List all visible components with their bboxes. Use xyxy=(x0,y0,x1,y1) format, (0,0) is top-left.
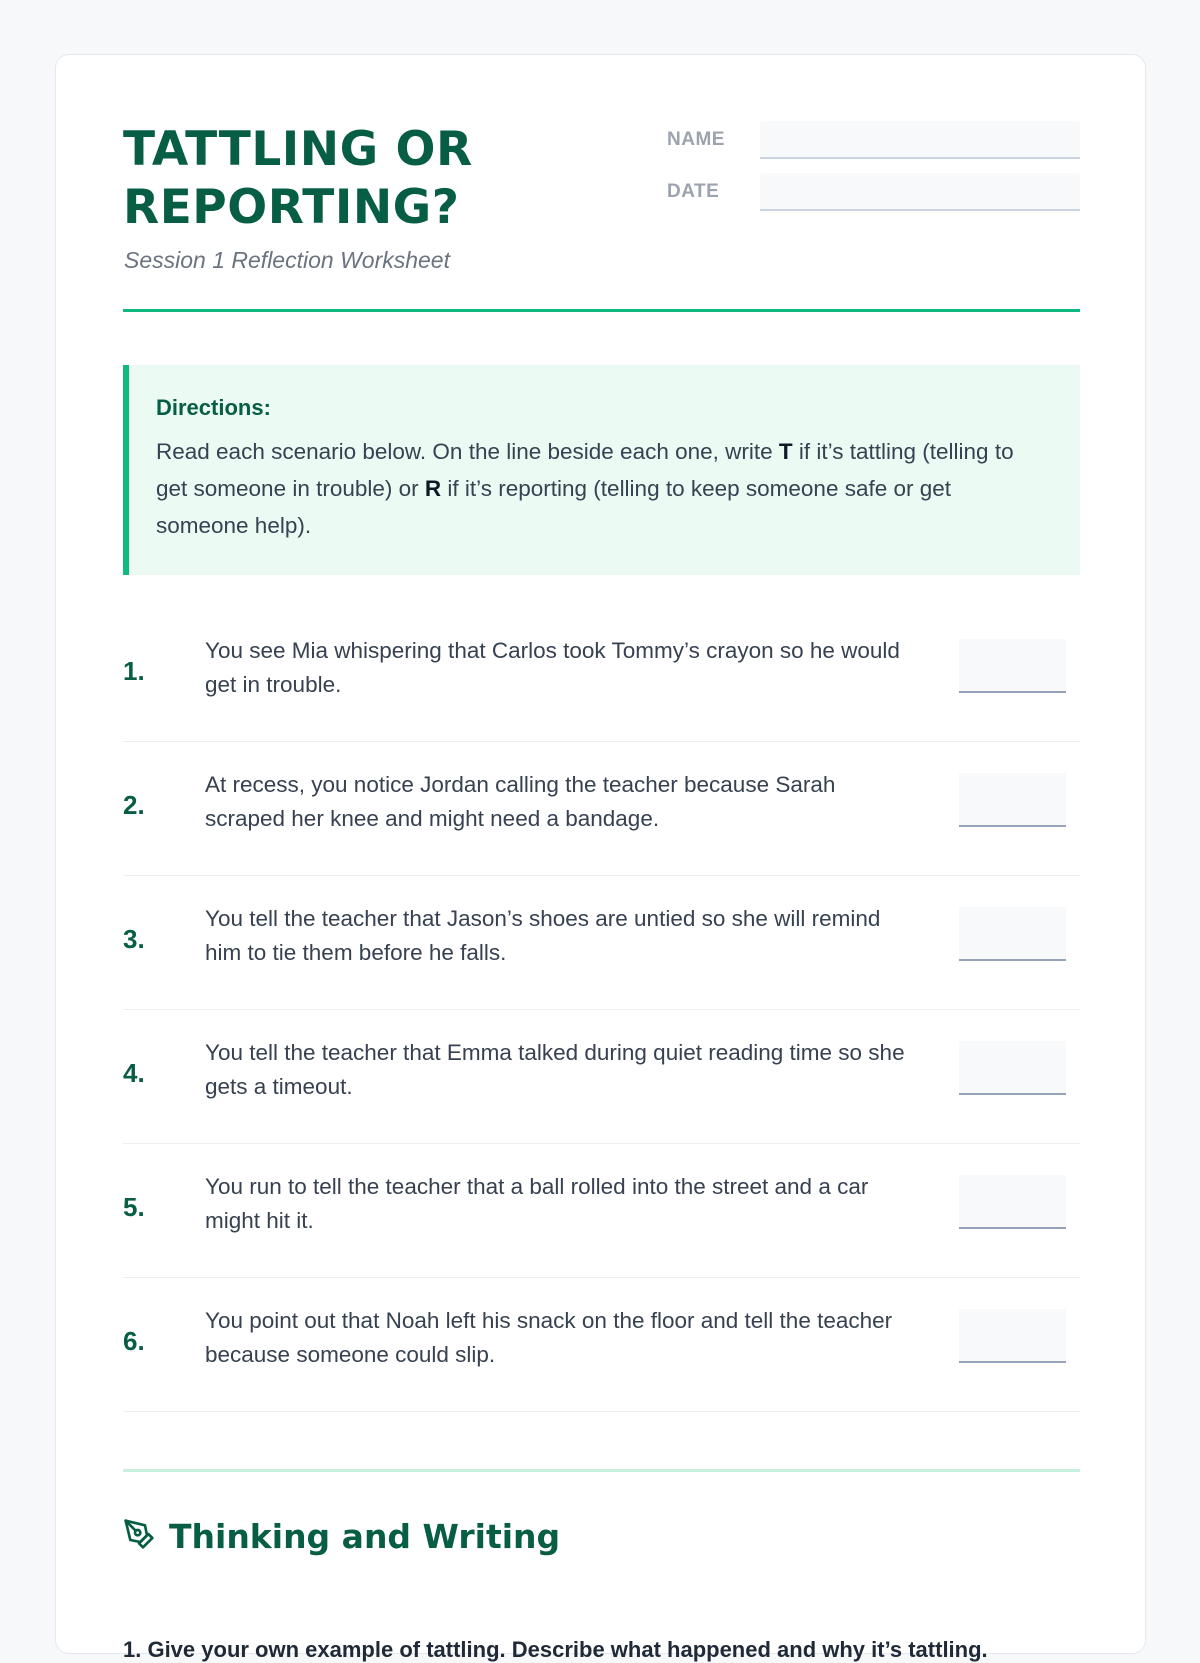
scenario-item xyxy=(123,876,1080,1010)
scenario-number: 6. xyxy=(123,1326,145,1356)
scenario-text: You run to tell the teacher that a ball rolled into the street and a car might hit it. xyxy=(205,1174,869,1233)
answer-field[interactable] xyxy=(959,1041,1066,1095)
section-divider xyxy=(123,1469,1080,1472)
pen-icon xyxy=(123,1518,155,1555)
writing-prompt: 1. Give your own example of tattling. Describe what happened and why it’s tattling. xyxy=(123,1637,988,1662)
directions-text xyxy=(156,433,1040,544)
scenario-item xyxy=(123,742,1080,876)
worksheet-card xyxy=(55,54,1146,1662)
answer-field[interactable] xyxy=(959,1309,1066,1363)
scenario-item xyxy=(123,608,1080,742)
scenario-text: You tell the teacher that Emma talked during quiet reading time so she gets a timeout. xyxy=(205,1040,905,1099)
answer-field[interactable] xyxy=(959,1175,1066,1229)
directions-box xyxy=(123,365,1080,575)
directions-r-letter: R xyxy=(424,476,442,501)
directions-text-part: if it’s tattling (telling to get someone in trouble) or xyxy=(156,439,1014,501)
scenario-number: 4. xyxy=(123,1058,145,1088)
scenario-number: 5. xyxy=(123,1192,145,1222)
directions-t-letter: T xyxy=(778,439,793,464)
section-header xyxy=(123,1517,560,1556)
date-label: DATE xyxy=(667,181,720,202)
answer-field[interactable] xyxy=(959,907,1066,961)
scenario-number: 3. xyxy=(123,924,145,954)
directions-title: Directions: xyxy=(156,395,271,420)
name-label: NAME xyxy=(667,129,725,150)
scenario-item xyxy=(123,1144,1080,1278)
name-field[interactable] xyxy=(760,121,1080,159)
scenario-text: You see Mia whispering that Carlos took Tommy’s crayon so he would get in trouble. xyxy=(205,638,900,697)
header-divider xyxy=(123,309,1080,312)
scenario-text: You point out that Noah left his snack on the floor and tell the teacher because someone could slip. xyxy=(205,1308,893,1367)
section-title: Thinking and Writing xyxy=(169,1517,561,1556)
scenario-text: You tell the teacher that Jason’s shoes are untied so she will remind him to tie them before he falls. xyxy=(205,906,881,965)
scenario-item xyxy=(123,1010,1080,1144)
answer-field[interactable] xyxy=(959,773,1066,827)
scenario-number: 2. xyxy=(123,790,145,820)
answer-field[interactable] xyxy=(959,639,1066,693)
page-title: TATTLING OR REPORTING? xyxy=(123,122,473,235)
date-field[interactable] xyxy=(760,173,1080,211)
page-subtitle: Session 1 Reflection Worksheet xyxy=(124,247,450,273)
directions-text-part: Read each scenario below. On the line beside each one, write xyxy=(156,439,779,464)
scenario-number: 1. xyxy=(123,656,145,686)
scenario-item xyxy=(123,1278,1080,1412)
scenario-text: At recess, you notice Jordan calling the teacher because Sarah scraped her knee and might need a bandage. xyxy=(205,772,836,831)
directions-text-part: if it’s reporting (telling to keep someone safe or get someone help). xyxy=(156,476,952,538)
scenario-list xyxy=(123,608,1080,1412)
